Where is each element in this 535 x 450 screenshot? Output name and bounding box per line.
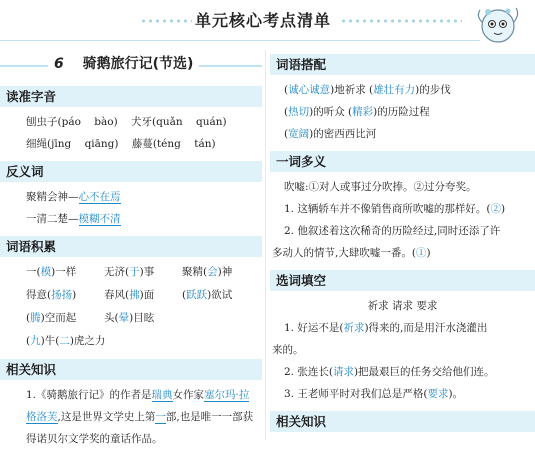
answer: 拂 (129, 289, 140, 301)
answer: 心不在焉 (78, 191, 121, 203)
section-fill: 选词填空 (270, 270, 535, 291)
fill-sentence: 2. 张连长(请求)把最艰巨的任务交给他们连。 (284, 366, 495, 378)
pairing-line: (热切)的听众 (精彩)的历险过程 (284, 106, 430, 118)
polysemy-example: 2. 他叙述着这次稀奇的历险经过,同时还添了许 (284, 225, 501, 237)
lesson-number: 6 (54, 56, 64, 72)
lesson-heading (0, 50, 262, 80)
answer: 雄壮有力 (373, 84, 416, 96)
answer: ① (415, 247, 427, 259)
fill-sentence: 1. 好运不是(祈求)得来的,而是用汗水浇灌出 (284, 322, 488, 334)
polysemy-definition: 吹嘘:①对人或事过分吹捧。②过分夸奖。 (284, 181, 477, 193)
answer: 腾 (30, 312, 41, 324)
lesson-title: 骑鹅旅行记(节选) (82, 56, 194, 72)
read-line: 细绳(jīng qiāng) 藤蔓(téng tán) (26, 138, 216, 150)
right-column (270, 50, 535, 436)
fill-sentence: 3. 王老师平时对我们总是严格(要求)。 (284, 388, 464, 400)
vocab-row: 一(模)一样 无济(于)事 聚精(会)神 (26, 266, 233, 278)
fill-word-bank: 祈求 请求 要求 (367, 300, 438, 312)
answer: 于 (129, 266, 140, 278)
vocab-row: 得意(扬扬) 春风(拂)面 (跃跃)欲试 (26, 289, 233, 301)
answer: 诚心诚意 (288, 84, 331, 96)
antonym-line: 聚精会神—心不在焉 (26, 191, 121, 203)
section-polysemy: 一词多义 (270, 151, 535, 172)
answer: 精彩 (352, 106, 374, 118)
pairing-line: (宽阔)的密西西比河 (284, 128, 377, 140)
polysemy-example-cont: 多动人的情节,大肆吹嘘一番。(①) (272, 247, 431, 259)
read-line: 刨虫子(páo bào) 犬牙(quǎn quán) (26, 116, 227, 128)
section-antonym: 反义词 (0, 161, 262, 182)
polysemy-example: 1. 这辆轿车并不像销售商所吹嘘的那样好。(②) (284, 203, 506, 215)
knowledge-paragraph: 1.《骑鹅旅行记》的作者是瑞典女作家塞尔玛·拉格洛芙,这是世界文学史上第一部,也是唯一一部获得诺贝尔文学奖的童话作品。 (26, 389, 254, 445)
header-rule (0, 40, 480, 41)
header-dots-right (340, 19, 462, 23)
answer: 祈求 (343, 322, 365, 334)
column-divider (265, 50, 266, 440)
section-knowledge-2: 相关知识 (270, 411, 535, 432)
answer: 瑞典 (151, 389, 173, 401)
vocab-row: (腾)空而起 头(晕)目眩 (26, 312, 155, 324)
answer: 宽阔 (288, 128, 310, 140)
pairing-line: (诚心诚意)地祈求 (雄壮有力)的步伐 (284, 84, 451, 96)
answer: 二 (59, 335, 70, 347)
header-dots-left (140, 19, 192, 23)
antonym-line: 一清二楚—模糊不清 (26, 213, 121, 225)
page-header (0, 0, 535, 44)
answer: 请求 (332, 366, 354, 378)
lesson-title-box (48, 53, 199, 75)
answer: 扬扬 (51, 289, 73, 301)
vocab-row: (九)牛(二)虎之力 (26, 335, 106, 347)
page-title: 单元核心考点清单 (195, 11, 332, 30)
answer: 九 (30, 335, 41, 347)
answer: 模 (40, 266, 52, 278)
answer: 要求 (427, 388, 449, 400)
answer: 一 (155, 411, 166, 423)
mascot-illustration (468, 2, 526, 46)
fill-sentence-cont: 来的。 (272, 344, 304, 356)
answer: ② (490, 203, 501, 215)
section-read: 读准字音 (0, 86, 262, 107)
answer: 跃跃 (186, 289, 208, 301)
section-knowledge: 相关知识 (0, 359, 262, 380)
left-column (0, 50, 262, 450)
section-vocab: 词语积累 (0, 236, 262, 257)
answer: 塞尔玛·拉格洛芙 (26, 389, 250, 423)
section-pairing: 词语搭配 (270, 54, 535, 75)
answer: 晕 (118, 312, 130, 324)
answer: 热切 (288, 106, 310, 118)
answer: 会 (207, 266, 218, 278)
answer: 模糊不清 (78, 213, 121, 225)
